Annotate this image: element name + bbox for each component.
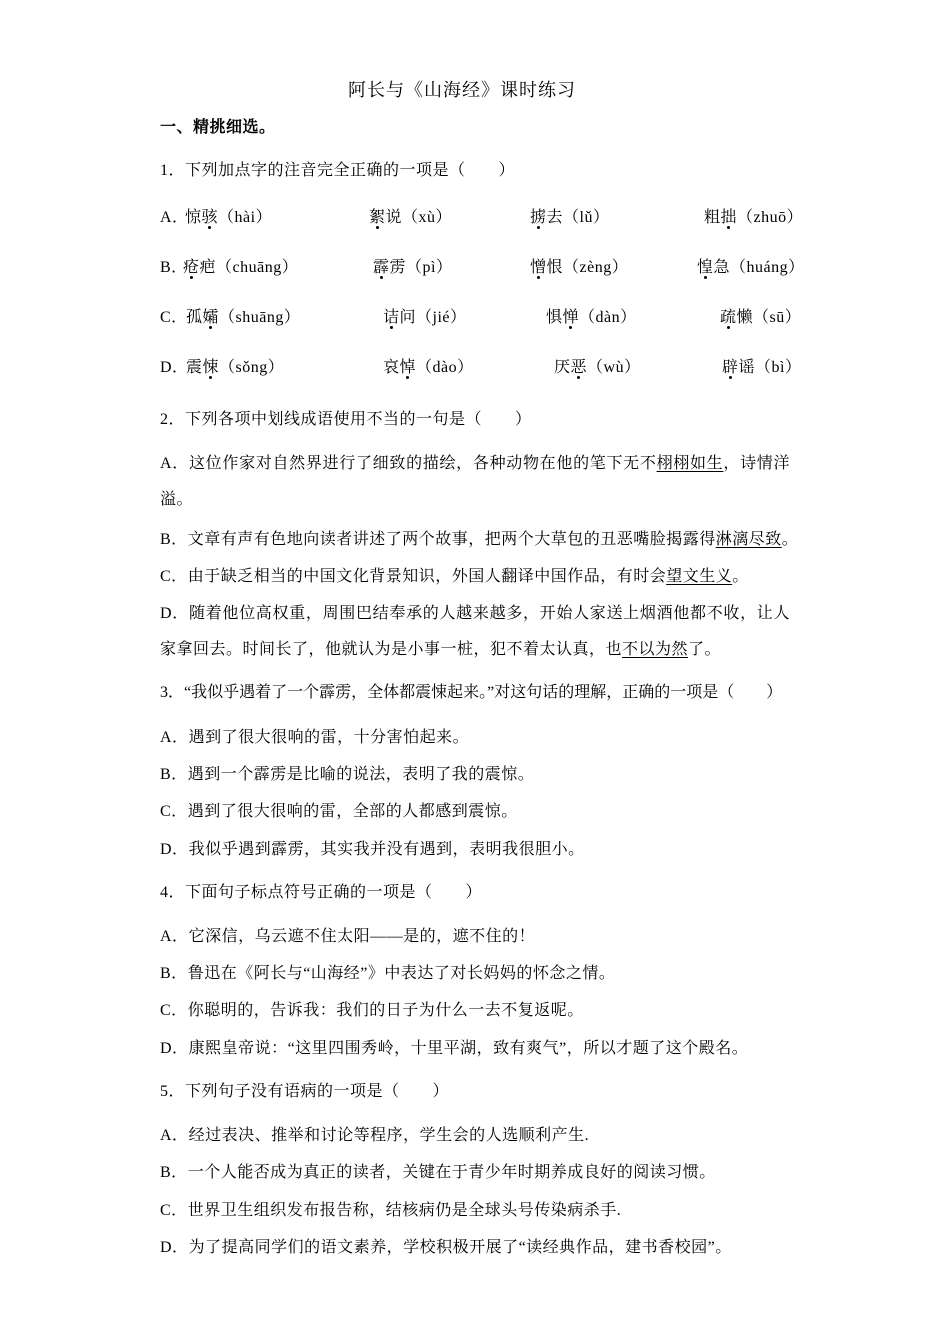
q2-option-b <box>160 529 798 551</box>
option-word <box>186 357 284 379</box>
word-char: 惧 <box>546 309 563 326</box>
word-char: 问 <box>399 309 417 326</box>
word-char: 粗 <box>704 209 721 226</box>
dotted-char: 掳 <box>530 207 547 229</box>
option-text: 。 <box>732 568 749 585</box>
option-label: D． <box>160 359 189 376</box>
pinyin-reading: （shuāng） <box>219 309 301 326</box>
pinyin-reading: （wù） <box>587 359 641 376</box>
option-word <box>373 257 452 279</box>
option-word <box>554 357 641 379</box>
q5-option-c <box>160 1200 621 1222</box>
word-char: 惊 <box>185 209 202 226</box>
q2-option-d <box>160 596 790 668</box>
option-label: C． <box>160 568 188 585</box>
option-label: A． <box>160 928 189 945</box>
q5-option-b <box>160 1162 716 1184</box>
option-word <box>697 257 805 279</box>
q1-option-d <box>160 357 802 379</box>
option-text: 由于缺乏相当的中国文化背景知识，外国人翻译中国作品，有时会 <box>187 568 667 585</box>
word-char: 恨 <box>546 259 564 276</box>
option-label: C． <box>160 309 188 326</box>
q3-option-d <box>160 839 585 861</box>
option-text: 你聪明的，告诉我：我们的日子为什么一去不复返呢。 <box>187 1002 584 1019</box>
option-label: D． <box>160 1239 189 1256</box>
pinyin-reading: （zhuō） <box>737 209 804 226</box>
option-text: 随着他位高权重，周围巴结奉承的人越来越多，开始人家送上烟酒他都不收，让人家拿回去。时间长了，他就认为是小事一桩，犯不着太认真，也 <box>160 605 790 658</box>
dotted-char: 孀 <box>203 307 220 329</box>
dotted-char: 絮 <box>369 207 386 229</box>
option-word <box>185 207 272 229</box>
pinyin-reading: （chuāng） <box>216 259 299 276</box>
dotted-char: 疮 <box>183 257 200 279</box>
pinyin-reading: （hài） <box>218 209 273 226</box>
q3-stem: 3．“我似乎遇着了一个霹雳，全体都震悚起来。”对这句话的理解，正确的一项是（ ） <box>160 684 783 701</box>
word-char: 孤 <box>186 309 203 326</box>
dotted-char: 诘 <box>383 307 400 329</box>
q4-option-b <box>160 963 615 985</box>
pinyin-reading: （pì） <box>406 259 453 276</box>
q2-stem: 2．下列各项中划线成语使用不当的一句是（ ） <box>160 411 532 428</box>
option-text: 康熙皇帝说：“这里四围秀岭，十里平湖，致有爽气”，所以才题了这个殿名。 <box>188 1040 749 1057</box>
dotted-char: 憎 <box>530 257 547 279</box>
dotted-char: 惮 <box>563 307 580 329</box>
q2-option-c <box>160 566 749 588</box>
page-title: 阿长与《山海经》课时练习 <box>348 80 576 100</box>
option-label: C． <box>160 1202 188 1219</box>
option-text: 遇到一个霹雳是比喻的说法，表明了我的震惊。 <box>187 766 535 783</box>
option-word <box>704 207 803 229</box>
q3-option-c <box>160 801 518 823</box>
word-char: 疤 <box>199 259 217 276</box>
dotted-char: 恶 <box>571 357 588 379</box>
pinyin-reading: （dàn） <box>579 309 637 326</box>
option-word <box>186 307 300 329</box>
dotted-char: 疏 <box>720 307 737 329</box>
option-text: 我似乎遇到霹雳，其实我并没有遇到，表明我很胆小。 <box>188 841 585 858</box>
word-char: 说 <box>385 209 403 226</box>
dotted-char: 惶 <box>697 257 714 279</box>
section-heading: 一、精挑细选。 <box>160 119 276 136</box>
option-text: 鲁迅在《阿长与“山海经”》中表达了对长妈妈的怀念之情。 <box>187 965 616 982</box>
option-label: A． <box>160 455 189 472</box>
dotted-char: 悚 <box>203 357 220 379</box>
q4-stem: 4．下面句子标点符号正确的一项是（ ） <box>160 884 483 901</box>
option-label: D． <box>160 841 189 858</box>
option-text: ，诗情洋溢。 <box>160 455 790 508</box>
dotted-char: 霹 <box>373 257 390 279</box>
option-word <box>383 307 467 329</box>
word-char: 急 <box>713 259 731 276</box>
q3-option-a <box>160 727 469 749</box>
option-word <box>530 207 609 229</box>
q4-option-a <box>160 926 535 948</box>
word-char: 厌 <box>554 359 571 376</box>
option-text: 经过表决、推举和讨论等程序，学生会的人选顺利产生. <box>188 1127 590 1144</box>
option-text: 遇到了很大很响的雷，全部的人都感到震惊。 <box>187 803 518 820</box>
pinyin-reading: （dào） <box>416 359 474 376</box>
option-label: A． <box>160 1127 189 1144</box>
option-label: D． <box>160 1040 189 1057</box>
option-label: B． <box>160 259 188 276</box>
underlined-idiom: 不以为然 <box>622 641 689 658</box>
q5-option-a <box>160 1125 589 1147</box>
q1-stem: 1．下列加点字的注音完全正确的一项是（ ） <box>160 162 516 179</box>
pinyin-reading: （xù） <box>402 209 453 226</box>
dotted-char: 辟 <box>722 357 739 379</box>
pinyin-reading: （jié） <box>416 309 467 326</box>
q1-option-c <box>160 307 802 329</box>
word-char: 雳 <box>389 259 407 276</box>
option-text: 这位作家对自然界进行了细致的描绘，各种动物在他的笔下无不 <box>188 455 657 472</box>
q3-option-b <box>160 764 534 786</box>
option-label: B． <box>160 766 188 783</box>
option-text: 世界卫生组织发布报告称，结核病仍是全球头号传染病杀手. <box>187 1202 622 1219</box>
word-char: 震 <box>186 359 203 376</box>
option-word <box>722 357 801 379</box>
option-label: B． <box>160 1164 188 1181</box>
q5-stem: 5．下列句子没有语病的一项是（ ） <box>160 1083 450 1100</box>
dotted-char: 拙 <box>721 207 738 229</box>
q2-option-a <box>160 446 790 518</box>
q5-option-d <box>160 1237 732 1259</box>
option-word <box>183 257 298 279</box>
word-char: 去 <box>546 209 564 226</box>
pinyin-reading: （sū） <box>753 309 802 326</box>
option-text: 为了提高同学们的语文素养，学校积极开展了“读经典作品，建书香校园”。 <box>188 1239 732 1256</box>
underlined-idiom: 望文生义 <box>666 568 733 585</box>
option-text: 文章有声有色地向读者讲述了两个故事，把两个大草包的丑恶嘴脸揭露得 <box>187 531 716 548</box>
option-label: A． <box>160 729 189 746</box>
pinyin-reading: （sǒng） <box>219 359 285 376</box>
option-word <box>546 307 637 329</box>
word-char: 谣 <box>738 359 756 376</box>
option-word <box>720 307 801 329</box>
option-word <box>369 207 452 229</box>
option-word <box>383 357 474 379</box>
option-text: 遇到了很大很响的雷，十分害怕起来。 <box>188 729 470 746</box>
pinyin-reading: （zèng） <box>563 259 629 276</box>
option-label: B． <box>160 531 188 548</box>
option-word <box>530 257 628 279</box>
dotted-char: 骇 <box>202 207 219 229</box>
pinyin-reading: （bì） <box>755 359 802 376</box>
option-text: 它深信，乌云遮不住太阳——是的，遮不住的！ <box>188 928 536 945</box>
q4-option-c <box>160 1000 584 1022</box>
q1-option-b <box>160 257 805 279</box>
option-label: C． <box>160 803 188 820</box>
underlined-idiom: 淋漓尽致 <box>715 531 782 548</box>
option-text: 。 <box>781 531 799 548</box>
q1-option-a <box>160 207 804 229</box>
word-char: 哀 <box>383 359 400 376</box>
option-text: 一个人能否成为真正的读者，关键在于青少年时期养成良好的阅读习惯。 <box>187 1164 716 1181</box>
pinyin-reading: （huáng） <box>730 259 805 276</box>
option-text: 了。 <box>688 641 722 658</box>
word-char: 懒 <box>736 309 754 326</box>
option-label: D． <box>160 605 189 622</box>
option-label: A． <box>160 209 189 226</box>
option-label: B． <box>160 965 188 982</box>
dotted-char: 悼 <box>400 357 417 379</box>
pinyin-reading: （lǔ） <box>563 209 610 226</box>
option-label: C． <box>160 1002 188 1019</box>
q4-option-d <box>160 1038 748 1060</box>
underlined-idiom: 栩栩如生 <box>656 455 724 472</box>
